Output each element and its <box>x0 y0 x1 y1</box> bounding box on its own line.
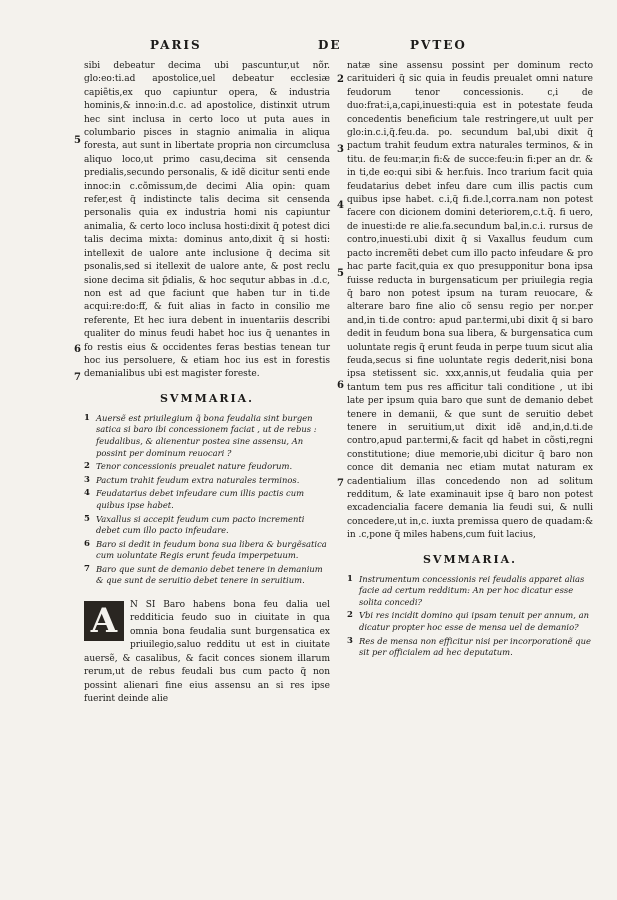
margin-number: 2 <box>337 74 344 85</box>
margin-number: 6 <box>74 344 81 355</box>
decorated-initial: A <box>84 601 124 641</box>
summary-text: Tenor concessionis preualet nature feudorum. <box>96 461 293 472</box>
margin-number: 4 <box>337 200 344 211</box>
summary-text: Auersẽ est priuilegium q̃ bona feudalia sint burgen satica si baro ibi concessionem faciat , ut de rebus : feudalibus, & alienentur postea sine assensu, An possint per dominum reuocari ? <box>96 412 317 458</box>
summary-number: 1 <box>347 573 353 584</box>
summary-item <box>84 539 330 562</box>
summary-number: 5 <box>84 513 90 524</box>
margin-number: 5 <box>337 268 344 279</box>
margin-number: 7 <box>74 372 81 383</box>
summary-text: Res de mensa non efficitur nisi per incorporationẽ que sit per officialem ad hec deputatum. <box>359 635 592 658</box>
right-summary-list <box>347 574 593 659</box>
summary-text: Vbi res incidit domino qui ipsam tenuit per annum, an dicatur propter hoc esse de mensa uel de demanio? <box>359 610 589 632</box>
left-column <box>84 60 330 709</box>
summary-number: 7 <box>84 563 90 574</box>
initial-paragraph <box>84 599 330 709</box>
right-body-text: natæ sine assensu possint per dominum recto carituideri q̃ sic quia in feudis preualet omni nature feudorum tenor concessionis. c,i de duo:frat:i,a,capi,inuesti:quia est in potestate feuda concedentis beneficium tale restringere,ut uult per glo:in.c.i,q̃.feu.da. po. secundum bal,ubi dixit q̃ pactum trahit feudum extra naturales terminos, & in titu. de feu:mar,in fi:& de succe:feu:in fi:per an dr. & in ti,de eo:qui sibi & her.fuis. Inco trarium facit quia feudatarius debet infeu dare cum illis pactis cum quibus ipse habet. c.i,q̃ fi.de.l,corra.nam non potest facere con dicionem domini deteriorem,c.t.q̃. fi uero, de inuesti:de re alie.fa.secundum bal,in.c.i. rursus de contro,inuesti.ubi dixit q̃ si Vaxallus feudum cum pacto incremẽti debet cum illo pacto infeudare & pro hac parte facit,quia ex quo presupponitur bona ipsa fuisse reducta in burgensaticum per priuilegia regia q̃ baro non potest ipsum na turam reuocare, & alterare baro fine alio cõ sensu regio per nor.per and,in ti.de contro: apud par.termi,ubi dixit q̃ si baro dedit in feudum bona sua libera, & burgensatica cum uoluntate regis q̃ erunt feuda in perpe tuum sicut alia feuda,secus si fine uoluntate regis dederit,nisi bona ipsa stetissent sic. xxx,annis,ut feudalia quia per tantum tem pus res afficitur tali conditione , ut ibi late per ipsum quia baro que sunt de demanio debet tenere in demanii, & que sunt de seruitio debet tenere in seruitium,ut dixit idẽ and,in,d.ti.de contro,apud par.termi,& facit qd habet in cõsti,regni constitutione; diue memorie,ubi dicitur q̃ baro non conce dit demania nec etiam mutat naturam ex cadentialium illas concedendo non ad solitum redditum, & late examinauit ipse q̃ baro non potest excadencialia facere demania lia feudi sui, & nulli concedere,ut in,c. iuxta premissa quero de quadam:& in .c,pone q̃ miles habens,cum fuit lacius, <box>347 61 593 541</box>
summary-item <box>84 461 330 473</box>
summary-number: 4 <box>84 488 90 499</box>
summary-number: 2 <box>347 610 353 621</box>
summary-text: Baro si dedit in feudum bona sua libera & burgẽsatica cum uoluntate Regis erunt feuda imperpetuum. <box>96 538 327 561</box>
summary-item <box>84 564 330 587</box>
running-head-center: DE <box>318 38 342 52</box>
running-head-right: PVTEO <box>410 38 467 52</box>
left-summary-list <box>84 413 330 587</box>
summary-item <box>84 488 330 511</box>
running-head-left: PARIS <box>150 38 202 52</box>
summary-number: 1 <box>84 412 90 423</box>
margin-number: 3 <box>337 144 344 155</box>
summary-text: Vaxallus si accepit feudum cum pacto incrementi debet cum illo pacto infeudare. <box>96 513 305 536</box>
margin-number: 5 <box>74 135 81 146</box>
summary-item <box>347 610 593 633</box>
summary-number: 3 <box>84 474 90 485</box>
summary-item <box>347 574 593 609</box>
summary-item <box>84 514 330 537</box>
left-body-text-bottom: N SI Baro habens bona feu dalia uel redditicia feudo suo in ciuitate in qua omnia bona feudalia sunt burgensatica ex priuilegio,saluo redditu ut est in ciuitate auersẽ, & casalibus, & facit conces sionem illarum rerum,ut de rebus feudali bus cum pacto q̃ non possint alienari fine eius assensu an si res ipse fuerint deinde alie <box>84 600 330 704</box>
summary-text: Instrumentum concessionis rei feudalis apparet alias facie ad certum redditum: An per hoc dicatur esse solita concedi? <box>359 573 585 607</box>
summary-number: 3 <box>347 635 353 646</box>
summary-item <box>347 636 593 659</box>
summary-number: 6 <box>84 538 90 549</box>
margin-number: 7 <box>337 478 344 489</box>
summary-number: 2 <box>84 461 90 472</box>
margin-number: 6 <box>337 380 344 391</box>
summary-item <box>84 475 330 487</box>
summary-text: Feudatarius debet infeudare cum illis pactis cum quibus ipse habet. <box>96 488 305 510</box>
left-summary-title: SVMMARIA. <box>159 391 255 405</box>
right-column <box>347 60 593 661</box>
summary-text: Baro que sunt de demanio debet tenere in demanium & que sunt de seruitio debet tenere in seruitium. <box>96 563 323 586</box>
summary-item <box>84 413 330 459</box>
summary-text: Pactum trahit feudum extra naturales terminos. <box>96 474 300 485</box>
left-body-text: sibi debeatur decima ubi pascuntur,ut nõr. glo:eo:ti.ad apostolice,uel debeatur ecclesiæ capiẽtis,ex quo capiuntur opera, & industria hominis,& inno:in.d.c. ad apostolice, distinxit utrum hec sint inclusa in certo loco ut puta aues in columbario pisces in stagnio animalia in aliqua foresta, aut sunt in libertate propria non circumclusa aliquo loco,ut primo casu,decima sit censenda predialis,secundo personalis, & idẽ dicitur senti ende innoc:in c.cõmissum,de decimi Alia opin: quam refer,est q̃ indistincte talis decima sit censenda personalis quia ex industria homi nis capiuntur animalia, & certo loco inclusa hosti:dixit q̃ potest dici talis decima mixta: dominus anto,dixit q̃ si hosti: intellexit de ualore ante inclusione q̃ decima sit psonalis,sed si itellexit de ualore ante, & post reclu sione decima sit p̃dialis, & hoc sequtur abbas in .d.c, non est ad que faciunt que haben tur in ti.de acqui:re:do:ff, & fuit alias in facto in consilio me referente, Et hec iura debent in inuentariis describi qualiter do minus feudi habet hoc ius q̃ uenantes in fo restis eius & occidentes feras bestias tenean tur hoc ius persoluere, & etiam hoc ius est in forestis demanialibus ubi est magister foreste. <box>84 61 330 380</box>
right-summary-title: SVMMARIA. <box>422 552 518 566</box>
